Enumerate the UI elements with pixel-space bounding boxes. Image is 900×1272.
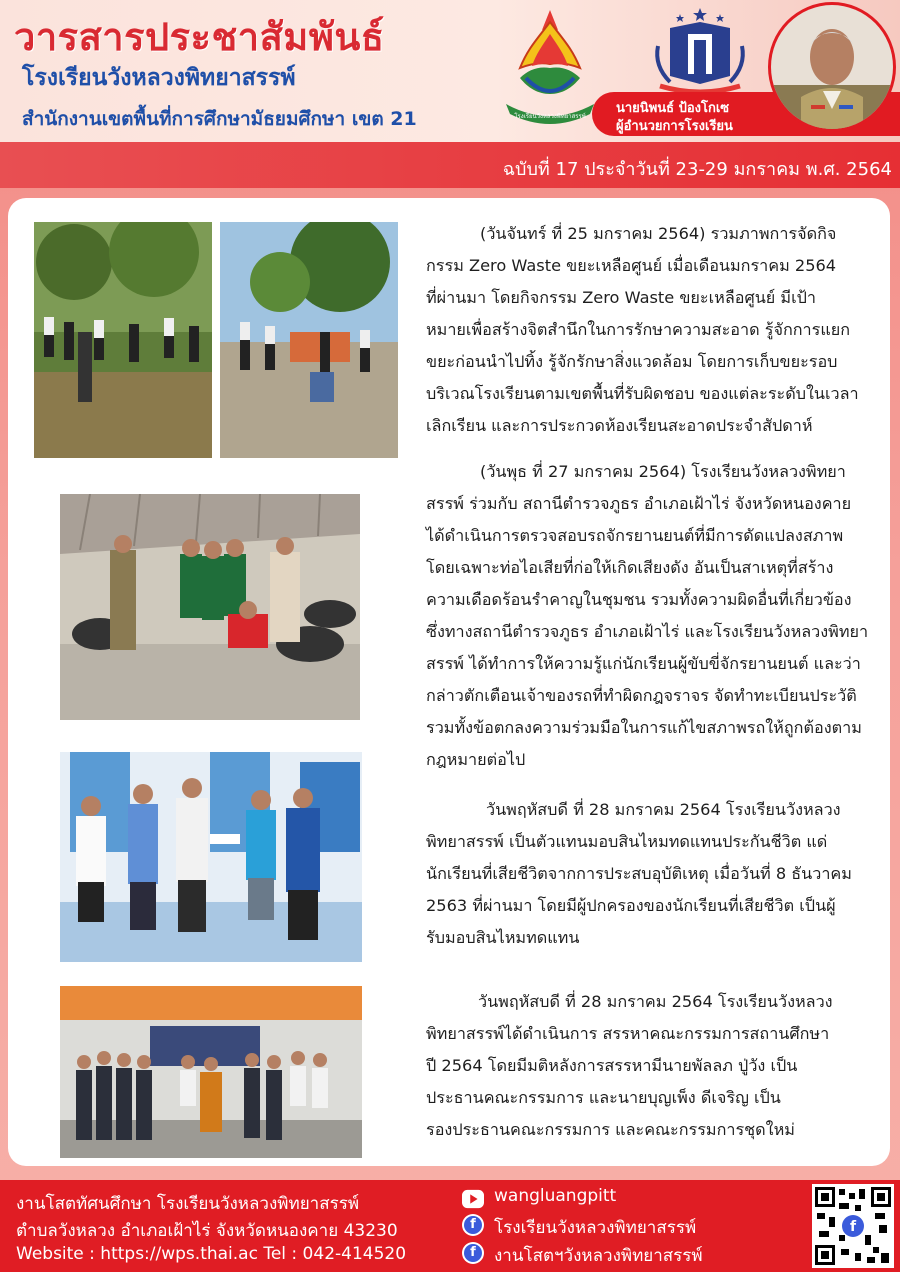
article-line: บริเวณโรงเรียนตามเขตพื้นที่รับผิดชอบ ของแต่ละระดับในเวลา: [426, 384, 859, 403]
motorcycle-check-photo: [60, 494, 360, 720]
qr-code[interactable]: [812, 1184, 894, 1268]
committee-photo: [60, 986, 362, 1158]
emblem-caption: โรงเรียนวังหลวงพิทยาสรรพ์: [514, 113, 586, 120]
article-line: 2563 ที่ผ่านมา โดยมีผู้ปกครองของนักเรียนที่เสียชีวิต เป็นผู้: [426, 896, 836, 915]
article-motorcycle-check: [426, 456, 868, 776]
article-insurance: [426, 794, 852, 954]
article-line: นักเรียนที่เสียชีวิตจากการประสบอุบัติเหตุ เมื่อวันที่ 8 ธันวาคม: [426, 864, 852, 883]
article-line: สรรพ์ ได้ทำการให้ความรู้แก่นักเรียนผู้ขับขี่จักรยานยนต์ และว่า: [426, 654, 861, 673]
school-name: โรงเรียนวังหลวงพิทยาสรรพ์: [22, 65, 296, 91]
school-emblem-icon: [500, 8, 600, 128]
facebook-page-av[interactable]: งานโสตฯวังหลวงพิทยาสรรพ์: [494, 1246, 703, 1266]
article-line: ประธานคณะกรรมการ และนายบุญเพ็ง ดีเจริญ เป็น: [426, 1088, 781, 1107]
article-line: หมายเพื่อสร้างจิตสำนึกในการรักษาความสะอาด รู้จักการแยก: [426, 320, 851, 339]
article-line: สรรพ์ ร่วมกับ สถานีตำรวจภูธร อำเภอเฝ้าไร่ จังหวัดหนองคาย: [426, 494, 852, 513]
article-line: วันพฤหัสบดี ที่ 28 มกราคม 2564 โรงเรียนวังหลวง: [486, 800, 841, 819]
article-line: ได้ดำเนินการตรวจสอบรถจักรยานยนต์ที่มีการดัดแปลงสภาพ: [426, 526, 844, 545]
article-line: วันพฤหัสบดี ที่ 28 มกราคม 2564 โรงเรียนวังหลวง: [478, 992, 833, 1011]
article-line: (วันจันทร์ ที่ 25 มกราคม 2564) รวมภาพการจัดกิจ: [480, 224, 837, 243]
article-zero-waste: [426, 218, 859, 442]
youtube-channel[interactable]: wangluangpitt: [494, 1186, 617, 1206]
article-line: รับมอบสินไหมทดแทน: [426, 928, 580, 947]
director-title: ผู้อำนวยการโรงเรียน: [616, 119, 733, 134]
newsletter-title: วารสารประชาสัมพันธ์: [14, 15, 385, 59]
article-line: กฎหมายต่อไป: [426, 750, 526, 769]
article-line: ที่ผ่านมา โดยกิจกรรม Zero Waste ขยะเหลือศูนย์ มีเป้า: [426, 288, 817, 307]
article-line: ขยะก่อนนำไปทิ้ง รู้จักรักษาสิ่งแวดล้อม โดยการเก็บขยะรอบ: [426, 352, 838, 371]
article-line: พิทยาสรรพ์ เป็นตัวแทนมอบสินไหมทดแทนประกันชีวิต แด่: [426, 832, 828, 851]
article-line: ปี 2564 โดยมีมติหลังการสรรหามีนายพัลลภ ปู่วัง เป็น: [426, 1056, 798, 1075]
footer-address: ตำบลวังหลวง อำเภอเฝ้าไร่ จังหวัดหนองคาย 43230: [16, 1221, 398, 1241]
article-line: กล่าวตักเตือนเจ้าของรถที่ทำผิดกฎจราจร จัดทำทะเบียนประวัติ: [426, 686, 857, 705]
article-line: (วันพุธ ที่ 27 มกราคม 2564) โรงเรียนวังหลวงพิทยา: [480, 462, 846, 481]
facebook-icon: f: [462, 1214, 484, 1236]
education-emblem-icon: [640, 6, 760, 96]
zero-waste-photo-1: [34, 222, 212, 458]
facebook-page-school[interactable]: โรงเรียนวังหลวงพิทยาสรรพ์: [494, 1218, 697, 1238]
director-name: นายนิพนธ์ ป้องโกเซ: [616, 101, 730, 116]
education-office: สำนักงานเขตพื้นที่การศึกษามัธยมศึกษา เขต 21: [22, 108, 417, 130]
article-line: เลิกเรียน และการประกวดห้องเรียนสะอาดประจำสัปดาห์: [426, 416, 813, 435]
footer-department: งานโสตทัศนศึกษา โรงเรียนวังหลวงพิทยาสรรพ์: [16, 1194, 360, 1214]
article-line: โดยเฉพาะท่อไอเสียที่ก่อให้เกิดเสียงดัง อันเป็นสาเหตุที่สร้าง: [426, 558, 834, 577]
article-line: กรรม Zero Waste ขยะเหลือศูนย์ เมื่อเดือนมกราคม 2564: [426, 256, 837, 275]
article-line: รองประธานคณะกรรมการ และคณะกรรมการชุดใหม่: [426, 1120, 795, 1139]
issue-text: ฉบับที่ 17 ประจำวันที่ 23-29 มกราคม พ.ศ. 2564: [502, 159, 892, 180]
facebook-icon: f: [462, 1242, 484, 1264]
article-line: ความเดือดร้อนรำคาญในชุมชน รวมทั้งความผิดอื่นที่เกี่ยวข้อง: [426, 590, 852, 609]
article-line: รวมทั้งข้อตกลงความร่วมมือในการแก้ไขสภาพรถให้ถูกต้องตาม: [426, 718, 862, 737]
insurance-handover-photo: [60, 752, 362, 962]
zero-waste-photo-2: [220, 222, 398, 458]
director-portrait: [768, 2, 896, 132]
qr-facebook-glyph: f: [849, 1219, 857, 1235]
article-line: พิทยาสรรพ์ได้ดำเนินการ สรรหาคณะกรรมการสถานศึกษา: [426, 1024, 830, 1043]
youtube-icon: [462, 1188, 484, 1210]
footer-contact: Website : https://wps.thai.ac Tel : 042-414520: [16, 1244, 407, 1264]
article-committee: [426, 986, 833, 1146]
article-line: ซึ่งทางสถานีตำรวจภูธร อำเภอเฝ้าไร่ และโรงเรียนวังหลวงพิทยา: [426, 622, 869, 641]
